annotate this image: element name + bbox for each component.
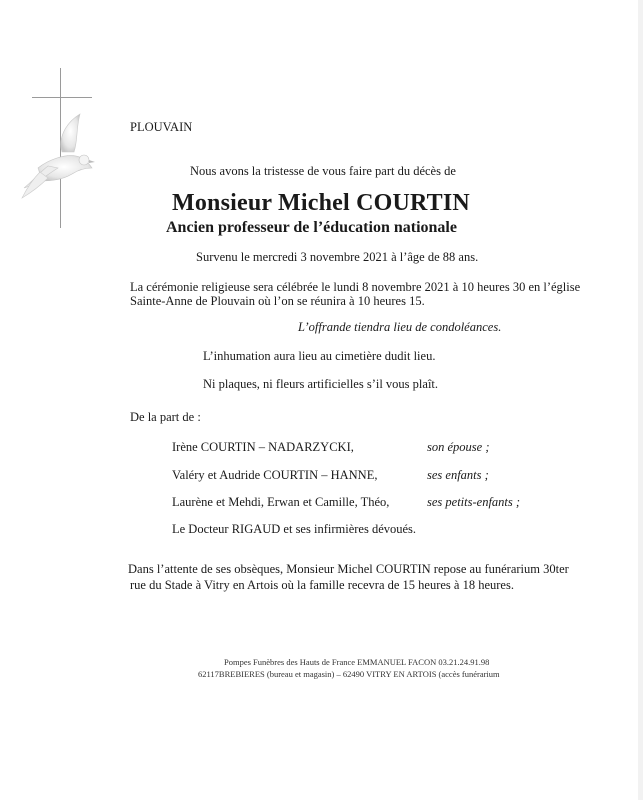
no-flowers-note: Ni plaques, ni fleurs artificielles s’il vous plaît. — [203, 377, 439, 391]
funerarium-line-1: Dans l’attente de ses obsèques, Monsieur Michel COURTIN repose au funérarium 30ter — [128, 562, 569, 576]
deceased-name: Monsieur Michel COURTIN — [172, 190, 470, 216]
footer-line-1: Pompes Funèbres des Hauts de France EMMANUEL FACON 03.21.24.91.98 — [224, 657, 490, 667]
family-names: Irène COURTIN – NADARZYCKI, — [172, 440, 354, 454]
footer-line-2: 62117BREBIERES (bureau et magasin) – 62490 VITRY EN ARTOIS (accès funérarium — [198, 669, 500, 679]
funerarium-line-2: rue du Stade à Vitry en Artois où la famille recevra de 15 heures à 18 heures. — [130, 578, 514, 592]
from-label: De la part de : — [130, 410, 201, 424]
location-heading: PLOUVAIN — [130, 120, 193, 134]
family-names: Valéry et Audride COURTIN – HANNE, — [172, 468, 378, 482]
family-names: Laurène et Mehdi, Erwan et Camille, Théo, — [172, 495, 390, 509]
page-edge — [638, 0, 643, 800]
deceased-title: Ancien professeur de l’éducation nationale — [166, 219, 457, 236]
family-relation: ses petits-enfants ; — [427, 495, 521, 509]
offering-note: L’offrande tiendra lieu de condoléances. — [298, 320, 502, 334]
family-names: Le Docteur RIGAUD et ses infirmières dévoués. — [172, 522, 417, 536]
ceremony-line-2: Sainte-Anne de Plouvain où l’on se réunira à 10 heures 15. — [130, 294, 425, 308]
dove-icon — [18, 110, 98, 200]
family-relation: ses enfants ; — [427, 468, 489, 482]
burial-note: L’inhumation aura lieu au cimetière dudit lieu. — [203, 349, 436, 363]
death-date: Survenu le mercredi 3 novembre 2021 à l’âge de 88 ans. — [196, 250, 479, 264]
family-relation: son épouse ; — [427, 440, 490, 454]
ceremony-line-1: La cérémonie religieuse sera célébrée le lundi 8 novembre 2021 à 10 heures 30 en l’église — [130, 280, 581, 294]
intro-text: Nous avons la tristesse de vous faire part du décès de — [190, 164, 456, 178]
